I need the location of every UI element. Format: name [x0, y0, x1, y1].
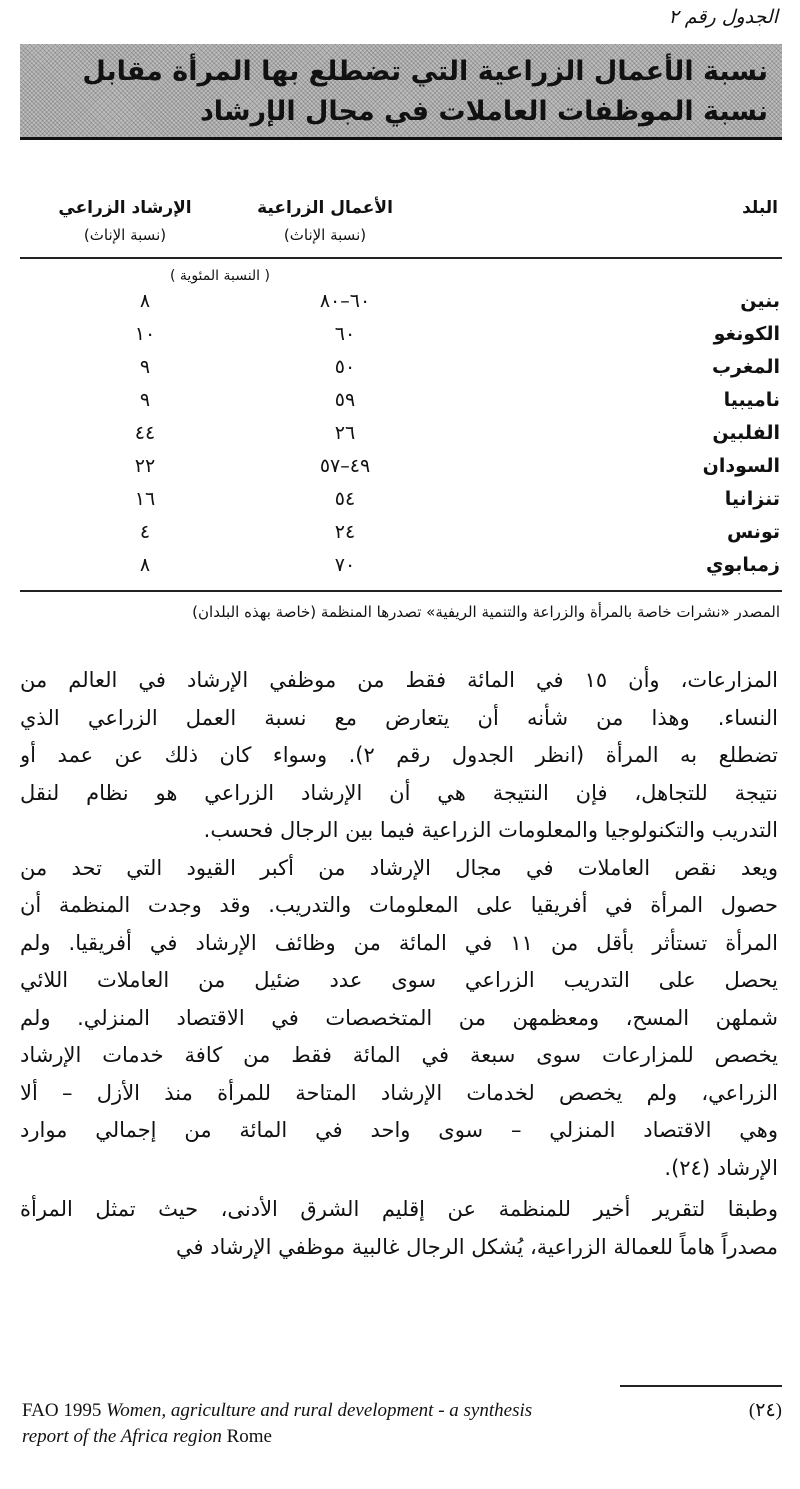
body-line: التدريب والتكنولوجيا والمعلومات الزراعية فيما بين الرجال فحسب. — [203, 818, 778, 842]
footnote-author: FAO 1995 — [22, 1400, 102, 1421]
table-row — [20, 554, 782, 587]
body-line: وهي الاقتصاد المنزلي – سوى واحد في المائة من إجمالي موارد — [20, 1118, 778, 1142]
body-line: وطبقا لتقرير أخير للمنظمة عن إقليم الشرق الأدنى، حيث تمثل المرأة — [20, 1197, 778, 1221]
unit-label: ( النسبة المئوية ) — [170, 268, 270, 284]
column-header-country: البلد — [742, 198, 778, 218]
table-row — [20, 290, 782, 323]
footnote-number: (٢٤) — [748, 1400, 782, 1421]
body-line: الإرشاد (٢٤). — [664, 1155, 778, 1180]
header-divider — [20, 257, 782, 259]
cell-ext: ٩ — [139, 356, 151, 378]
body-line: حصول المرأة في أفريقيا على المعلومات والتدريب. وقد وجدت المنظمة أن — [20, 893, 778, 917]
table-bottom-divider — [20, 590, 782, 592]
cell-country: السودان — [702, 455, 780, 477]
cell-ext: ٤٤ — [134, 422, 156, 444]
cell-ext: ٢٢ — [134, 455, 156, 477]
cell-agri: ٧٠ — [334, 554, 356, 576]
table-row — [20, 488, 782, 521]
column-header-ext — [30, 198, 220, 244]
cell-country: تونس — [726, 521, 780, 543]
cell-country: زمبابوي — [705, 554, 780, 576]
footnote — [22, 1398, 782, 1450]
footnote-place: Rome — [226, 1426, 272, 1447]
footnote-title-1: Women, agriculture and rural development - a synthesis — [106, 1400, 533, 1421]
table-source: المصدر «نشرات خاصة بالمرأة والزراعة والتنمية الريفية» تصدرها المنظمة (خاصة بهذه البلدان) — [192, 603, 780, 621]
table-row — [20, 323, 782, 356]
cell-agri: ٢٦ — [334, 422, 356, 444]
column-header-ext-label: الإرشاد الزراعي — [58, 198, 192, 218]
column-header-ext-sub: (نسبة الإناث) — [83, 226, 167, 244]
cell-ext: ٨ — [139, 554, 151, 576]
table-row — [20, 356, 782, 389]
body-line: يخصص للمزارعات سوى سبعة في المائة فقط من كافة خدمات الإرشاد — [20, 1043, 778, 1067]
cell-agri: ٦٠ — [334, 323, 356, 345]
cell-ext: ١٠ — [134, 323, 156, 345]
body-line: تضطلع به المرأة (انظر الجدول رقم ٢). وسواء كان ذلك عن عمد أو — [20, 743, 778, 767]
cell-agri: ٥٠ — [334, 356, 356, 378]
body-line: شملهن المسح، ومعظمهن من المتخصصات في الاقتصاد المنزلي. ولم — [20, 1005, 778, 1030]
cell-agri: ٢٤ — [334, 521, 356, 543]
cell-agri: ٥٩ — [334, 389, 356, 411]
cell-country: الكونغو — [713, 323, 780, 345]
body-line: المرأة تستأثر بأقل من ١١ في المائة من وظائف الإرشاد في أفريقيا. ولم — [20, 930, 778, 955]
body-line: ويعد نقص العاملات في مجال الإرشاد من أكبر القيود التي تحد من — [20, 855, 778, 880]
table-title-line-2: نسبة الموظفات العاملات في مجال الإرشاد — [199, 96, 768, 127]
cell-ext: ٩ — [139, 389, 151, 411]
table-row — [20, 389, 782, 422]
cell-ext: ١٦ — [134, 488, 156, 510]
cell-country: تنزانيا — [724, 488, 780, 510]
cell-ext: ٨ — [139, 290, 151, 312]
table-title-box — [20, 44, 782, 140]
cell-country: المغرب — [711, 356, 780, 378]
cell-country: ناميبيا — [723, 389, 780, 411]
cell-country: بنين — [740, 290, 780, 312]
cell-ext: ٤ — [139, 521, 151, 543]
body-line: الزراعي، ولم يخصص لخدمات الإرشاد المتاحة للمرأة منذ الأزل – ألا — [20, 1080, 778, 1105]
column-header-agri — [205, 198, 445, 244]
body-line: المزارعات، وأن ١٥ في المائة فقط من موظفي الإرشاد في العالم من — [20, 668, 778, 692]
footnote-title-2: report of the Africa region — [22, 1426, 222, 1447]
table-row — [20, 521, 782, 554]
column-header-agri-label: الأعمال الزراعية — [257, 198, 393, 218]
body-line: يحصل على التدريب الزراعي سوى عدد ضئيل من العاملات اللائي — [20, 968, 778, 992]
body-line: مصدراً هاماً للعمالة الزراعية، يُشكل الرجال غالبية موظفي الإرشاد في — [175, 1234, 778, 1259]
footnote-divider — [620, 1385, 782, 1387]
body-line: نتيجة للتجاهل، فإن النتيجة هي أن الإرشاد الزراعي هو نظام لنقل — [20, 780, 778, 805]
column-header-agri-sub: (نسبة الإناث) — [283, 226, 367, 244]
body-line: النساء. وهذا من شأنه أن يتعارض مع نسبة العمل الزراعي الذي — [20, 705, 778, 730]
table-row — [20, 455, 782, 488]
cell-agri: ٦٠–٨٠ — [319, 290, 371, 312]
table-row — [20, 422, 782, 455]
table-label: الجدول رقم ٢ — [668, 6, 778, 28]
cell-agri: ٤٩–٥٧ — [319, 455, 371, 477]
table-title-line-1: نسبة الأعمال الزراعية التي تضطلع بها المرأة مقابل — [82, 56, 768, 87]
cell-country: الفلبين — [712, 422, 780, 444]
cell-agri: ٥٤ — [334, 488, 356, 510]
